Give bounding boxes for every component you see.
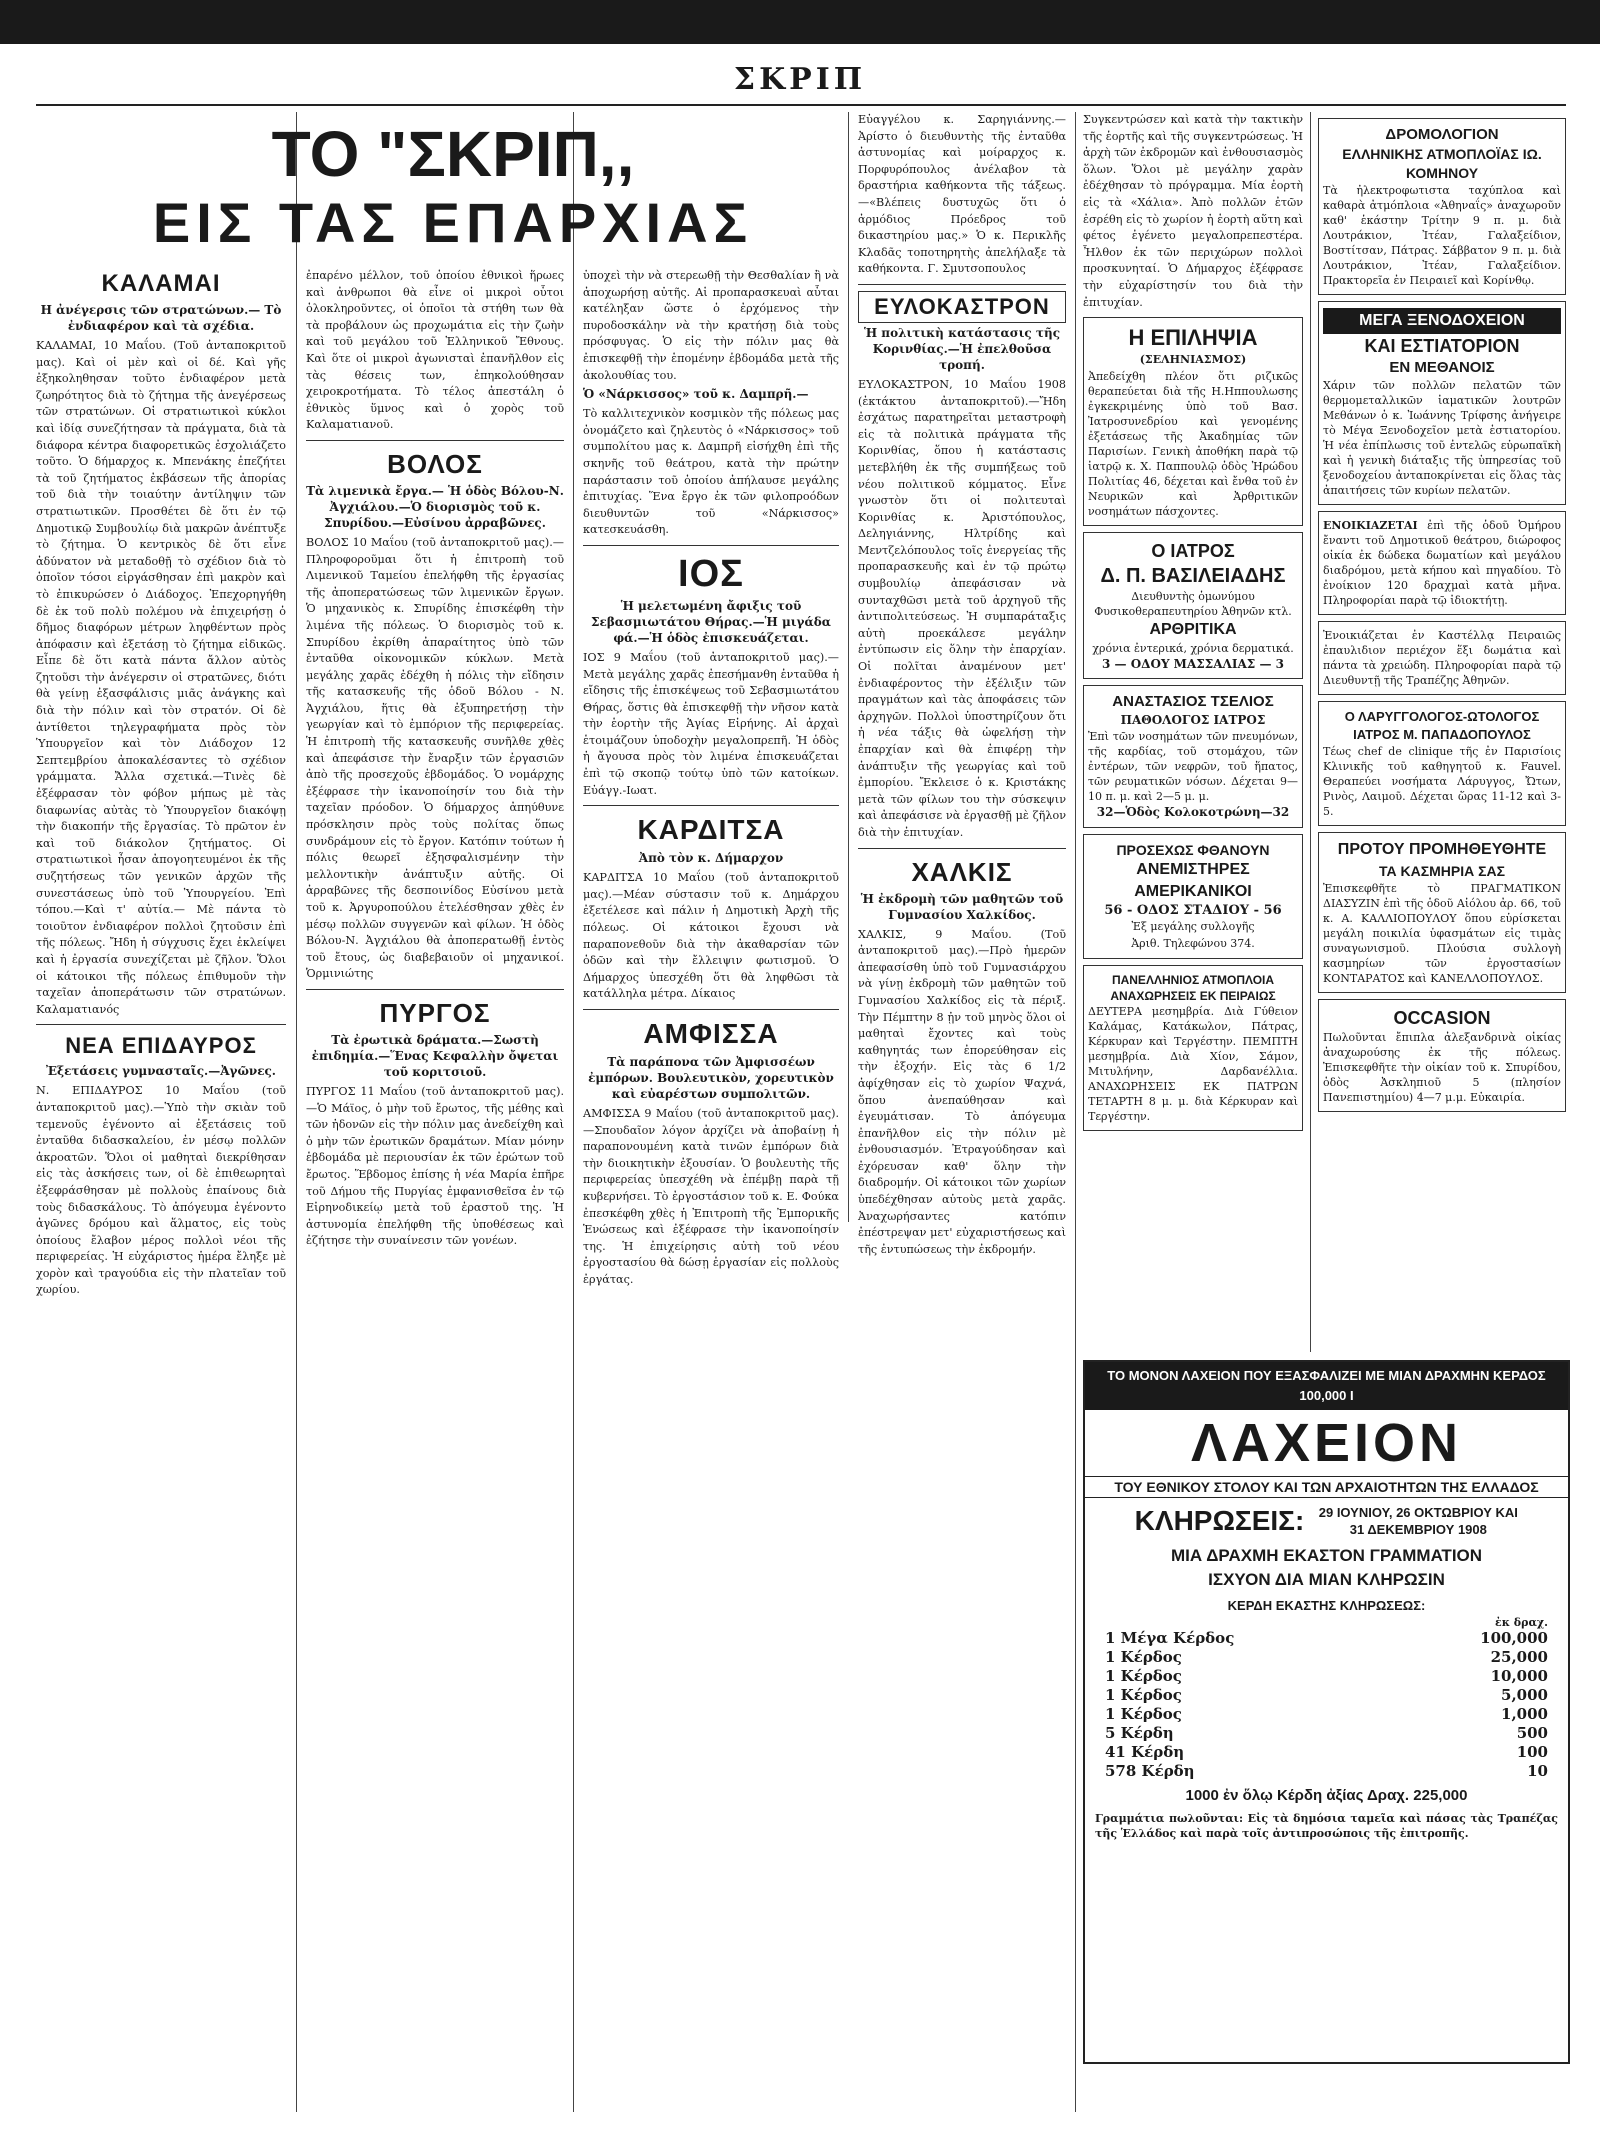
lottery-prize-row <box>1085 1762 1568 1781</box>
lottery-draws-dates: 29 ΙΟΥΝΙΟΥ, 26 ΟΚΤΩΒΡΙΟΥ ΚΑΙ 31 ΔΕΚΕΜΒΡΙΟΥ 1908 <box>1318 1505 1518 1537</box>
article-volos: ΒΟΛΟΣ 10 Μαΐου (τοῦ ἀνταποκριτοῦ μας).—Πληροφοροῦμαι ὅτι ἡ ἐπιτροπὴ τοῦ Λιμενικοῦ Ταμείου ἐπελήφθη τῆς ἐργασίας τῆς ἀποπερατώσεως τῶν λιμενικῶν ἔργων. Ὁ μηχανικὸς κ. Σπυρίδης ἐπισκέφθη τὴν λιμένα τῆς πόλεως. Ὁ διορισμὸς τοῦ κ. Σπυρίδου ἐκρίθη ἀπαραίτητος ὑπὸ τῶν ἐνταῦθα οἰκονομικῶν κύκλων. Μετὰ μεγάλης χαρᾶς ἐδέχθη ἡ πόλις τὴν εἴδησιν τῆς κατασκευῆς τῆς ὁδοῦ Βόλου - Ν. Ἀγχιάλου, ἥτις θὰ ἐξυπηρετήσῃ τὴν γεωργίαν καὶ τὸ ἐμπόριον τῆς περιφερείας. Ἡ ἐπιτροπὴ τῆς κατασκευῆς συνῆλθε χθὲς καὶ ἀπεφάσισε τὴν ἔναρξιν τῶν ἐργασιῶν ἀπὸ τῆς προσεχοῦς ἑβδομάδος. Ὁ νομάρχης ἐξέφρασε τὴν ἱκανοποίησίν του διὰ τὴν ταχεῖαν πρόοδον. Ὁ δήμαρχος ἀπηύθυνε πρόσκλησιν πρὸς τοὺς πολίτας ὅπως συνδράμουν εἰς τὸ ἔργον. Κατόπιν τούτων ἡ πόλις θεωρεῖ ἐξησφαλισμένην τὴν μελλοντικὴν ἀνάπτυξιν αὐτῆς. Οἱ ἀρραβῶνες τῆς δεσποινίδος Εὐσίνου μετὰ τοῦ κ. Ἀργυροπούλου ἐτελέσθησαν χθὲς ἐν μέσῳ πολλῶν συγγενῶν καὶ φίλων. Ἡ ὁδὸς Βόλου-Ν. Ἀγχιάλου θὰ ἀποπερατωθῇ ἐντὸς τοῦ ἔτους, ὡς διαβεβαιοῦν οἱ μηχανικοί. Ὁρμινιώτης <box>306 535 564 981</box>
section-subtitle-chalkis: Ἡ ἐκδρομὴ τῶν μαθητῶν τοῦ Γυμνασίου Χαλκίδος. <box>860 891 1064 922</box>
ad-xenodocheion <box>1318 301 1566 505</box>
article-eulokastron: ΕΥΛΟΚΑΣΤΡΟΝ, 10 Μαΐου 1908 (ἐκτάκτου ἀνταποκριτοῦ).—Ἤδη ἐσχάτως παρατηρεῖται μεταστροφὴ εἰς τὰ πολιτικὰ πράγματα τῆς Κορινθίας, ὅπου ἡ κατάστασις μετεβλήθη ἐκ τῆς συμπήξεως τοῦ νέου πολιτικοῦ κόμματος. Εἶνε γνωστὸν ὅτι οἱ πολιτευταὶ Κορινθίας κ. Ἀριστόπουλος, Δεληγιάννης, Ηλτρίδης καὶ Μεντζελόπουλος τοῖς ἐνεργείας τῆς προπαρασκευῆς καὶ ἐν τῷ πρώτῳ συμβουλίῳ ἀπεφάσισαν νὰ συνταχθῶσι μετὰ τοῦ ἀρχηγοῦ τῆς ἀντιπολιτεύσεως. Ἡ συμπαράταξις αὐτὴ προεκάλεσε μεγάλην ἐντύπωσιν εἰς ὅλην τὴν ἐπαρχίαν. Οἱ πολῖται ἀναμένουν μετ' ἐνδιαφέροντος τὴν ἐξέλιξιν τῶν πραγμάτων καὶ τὰς ἀποφάσεις τῶν ἀρχηγῶν. Πολλοὶ ὑποστηρίζουν ὅτι ἡ νέα τάξις θὰ ὠφελήσῃ τὴν ἐπαρχίαν καὶ θὰ ἐπιφέρῃ τὴν ἀνάπτυξιν τῆς γεωργίας καὶ τοῦ ἐμπορίου. Ἔκλεισε ὁ κ. Κριστάκης μετὰ τῶν φίλων του τὴν σύσκεψιν καὶ ἀπεφάσισε νὰ ἐργασθῇ μὲ ζῆλον διὰ τὴν ἐπιτυχίαν. <box>858 377 1066 839</box>
column-6 <box>1318 112 1566 1352</box>
ad-title: ΠΡΟΣΕΧΩΣ ΦΘΑΝΟΥΝ <box>1116 841 1270 858</box>
lottery-banner: ΤΟ ΜΟΝΟΝ ΛΑΧΕΙΟΝ ΠΟΥ ΕΞΑΣΦΑΛΙΖΕΙ ΜΕ ΜΙΑΝ ΔΡΑΧΜΗΝ ΚΕΡΔΟΣ 100,000 Ι <box>1085 1362 1568 1410</box>
ad-subtitle: ΚΑΙ ΕΣΤΙΑΤΟΡΙΟΝ <box>1364 336 1520 356</box>
section-title-amfissa: ΑΜΦΙΣΣΑ <box>643 1018 779 1049</box>
ad-phone: Ἀριθ. Τηλεφώνου 374. <box>1131 936 1255 950</box>
ad-specialty: ΑΡΘΡΙΤΙΚΑ <box>1149 620 1237 638</box>
section-subtitle-kalamai: Η ἀνέγερσις τῶν στρατώνων.— Τὸ ἐνδιαφέρον καὶ τὰ σχέδια. <box>40 303 282 333</box>
ad-subtitle: ΠΑΘΟΛΟΓΟΣ ΙΑΤΡΟΣ <box>1120 713 1266 728</box>
section-subtitle-pyrgos: Τὰ ἐρωτικὰ δράματα.—Σωστὴ ἐπιδημία.—Ἕνας Κεφαλλὴν ὄψεται τοῦ κοριτσιοῦ. <box>311 1032 559 1079</box>
ad-atmoploia <box>1083 965 1303 1131</box>
ad-text: ἐπὶ τῆς ὁδοῦ Ὀμήρου ἔναντι τοῦ Δημοτικοῦ θεάτρου, διώροφος οἰκία ἐκ δώδεκα δωματίων καὶ μεγάλου διαδρόμου, μετὰ κήπου καὶ πηγαδίου. Τὸ ἐνοίκιον 120 δραχμαὶ κατὰ μῆνα. Πληροφορίαι παρὰ τῷ ἰδιοκτήτῃ. <box>1323 519 1561 607</box>
ad-title: ΕΝΟΙΚΙΑΖΕΤΑΙ <box>1323 519 1418 532</box>
ad-title: OCCASION <box>1393 1008 1491 1028</box>
prize-label: 1 Κέρδος <box>1105 1667 1182 1685</box>
ad-title: ΠΑΝΕΛΛΗΝΙΟΣ ΑΤΜΟΠΛΟΙΑ <box>1111 973 1275 988</box>
column-2 <box>306 268 564 2138</box>
prize-label: 578 Κέρδη <box>1105 1762 1195 1780</box>
lottery-draws-label: ΚΛΗΡΩΣΕΙΣ: <box>1134 1505 1305 1536</box>
section-title-kalamai: ΚΑΛΑΜΑΙ <box>101 270 221 297</box>
lottery-total: 1000 ἐν ὅλῳ Κέρδη ἀξίας Δραχ. 225,000 <box>1185 1787 1468 1804</box>
lottery-prize-row <box>1085 1686 1568 1705</box>
ad-location: ΕΝ ΜΕΘΑΝΟΙΣ <box>1389 359 1495 376</box>
section-rule <box>583 1009 839 1010</box>
ad-dromologion <box>1318 118 1566 295</box>
prize-amount: 10 <box>1527 1762 1548 1780</box>
column-1 <box>36 268 286 2138</box>
ad-title: Ο ΙΑΤΡΟΣ <box>1151 540 1235 561</box>
ad-subtitle: ΤΑ ΚΑΣΜΗΡΙΑ ΣΑΣ <box>1378 863 1506 879</box>
section-subtitle-volos: Τὰ λιμενικὰ ἔργα.— Ἡ ὁδὸς Βόλου-Ν. Ἀγχιάλου.—Ὁ διορισμὸς τοῦ κ. Σπυρίδου.—Εὐσίνου ἀρραβῶνες. <box>306 483 564 530</box>
article-epidavros: Ν. ΕΠΙΔΑΥΡΟΣ 10 Μαΐου (τοῦ ἀνταποκριτοῦ μας).—Ὑπὸ τὴν σκιὰν τοῦ τεμενοῦς ἐγένοντο αἱ ἐξετάσεις τοῦ ἐνταῦθα διδασκαλείου, ἐν μέσῳ πολλῶν ἀκροατῶν. Ὅλοι οἱ μαθηταὶ διεκρίθησαν εἰς τὰς ἀσκήσεις των, οἱ δὲ ἐπιθεωρηταὶ ἐξεφράσθησαν μὲ πολλοὺς ἐπαίνους διὰ τοὺς διδασκάλους. Τὸ ἀπόγευμα ἐγένοντο ἀγῶνες δρόμου καὶ ἅλματος, εἰς τοὺς ὁποίους ἔλαβον μέρος πολλοὶ νέοι τῆς περιφερείας. Ἡ εὐχάριστος ἡμέρα ἔληξε μὲ χορὸν καὶ τραγούδια εἰς τὴν πλατεῖαν τοῦ χωρίου. <box>36 1084 286 1297</box>
article-kalamai: ΚΑΛΑΜΑΙ, 10 Μαΐου. (Τοῦ ἀνταποκριτοῦ μας). Καὶ οἱ μὲν καὶ οἱ δέ. Καὶ γῆς ἐξηκοληθησαν τοῦτο ἐνδιαφέρον μετὰ ζωηρότητος διὰ τὸ ζήτημα τῆς ἀνεγέρσεως τῶν στρατώνων. Οἱ στρατιωτικοὶ κύκλοι καὶ ἰδίᾳ συνεζήτησαν τὰ πράγματα, διὰ τὰ διάφορα κέντρα διαφορετικῶς ἐσχολιάζετο τοῦτο. Ὁ δήμαρχος κ. Μπενάκης ἐπεζήτει τὰ τοῦ ζητήματος ἐκβάσεων τῆς ἀπορίας τοῦ διὰ τὴν τοιαύτην ἀντίληψιν τῶν στρατιωτικῶν. Προσθέτει δὲ ὅτι ἐν τῷ Δημοτικῷ Συμβουλίῳ διὰ μακρῶν ἀνέπτυξε τὸ ζήτημα. Ὁ κεντρικὸς δὲ ὅτι εἶνε ἀδύνατον νὰ μεταδοθῇ τὸ σχέδιον διὰ τὸ ὁποῖον τόσοι εἰργάσθησαν ἐπὶ μακρὸν καὶ τὸ ἐπικυρώσεν ὁ Διάδοχος. Ἐπεχορηγήθη δὲ ἐκ τοῦ πολὺ πολέμου νὰ ἐπιχειρήσῃ ὁ δῆμος διαφόρων μέτρων ληφθέντων πρὸς ἀπόφασιν καὶ ἐξετάσῃ τὸ ζήτημα εἰδικῶς. Εἶπε δὲ ὅτι κατὰ πάντα ἄλλον αὐτὸς ζητοῦσι τὴν ἀνέγερσιν οἱ στρατῶνες, διότι θὰ γείνῃ ἐξασφάλισις μιᾶς ἀνάγκης καὶ διὰ τὴν πόλιν καὶ τὸν στρατόν. Οἱ δὲ ἀντίθετοι τηλεγραφήματα πρὸς τὸν Ὑπουργεῖον καὶ τὸν Διάδοχον 12 Σεπτεμβρίου ἀποκαλέσαντες τὸ σχέδιον γράμματα. Ἄλλα σχετικά.—Τινὲς δὲ ἐξέφρασαν τὸν φόβον μήπως μὲ τὰς διαφωνίας αὐτὰς τὸ Ὑπουργεῖον διακόψῃ τὴν διακοπήν τῆς ἔργασίας. Τὸ πρῶτον ἐν καὶ τοῦ διάκολον ζητήματος. Οἱ στρατιωτικοὶ ἦσαν ἀπογοητευμένοι ἐκ τῆς συζητήσεως τῶν γενικῶν ἀρχῶν τῆς συνεστάσεως ὑπὸ τοῦ Ὑπουργείου. Ἐπὶ τόπου.—Καὶ τ' αὐτία.— Μὲ πάντα τὸ τοιοῦτον ἐνδιαφέρον πολλοὶ ζητοῦσιν ἐπὶ τῆς πόλεως. Ἤδη ἡ σύγχυσις ἔχει ἐκλείψει καὶ ἡ ἐργασία συνεχίζεται μὲ ζῆλον. Ὅλοι οἱ κάτοικοι τῆς πόλεως ἐπιθυμοῦν τὴν ταχεῖαν ἀποπεράτωσιν τῶν στρατώνων. Καλαματιανός <box>36 339 286 1016</box>
article-top: Εὐαγγέλου κ. Σαρηγιάννης.—Ἀρίστο ὁ διευθυντὴς τῆς ἐνταῦθα ἀστυνομίας καὶ μοίραρχος κ. Πορφυρόπουλος ἀνέλαβον τὰ δραστήρια καθήκοντα τῆς τάξεως. —«Βλέπεις δυστυχῶς ὅτι ὁ ἀρμόδιος Πρόεδρος τοῦ δικαστηρίου μας.» Ὁ κ. Περικλῆς Κλαδᾶς τοποτηρητὴς ἀπελήλαξε τὰ καθήκοντα. Γ. Σμυτσοπουλος <box>858 113 1066 276</box>
ad-kastella <box>1318 621 1566 695</box>
ad-body: Ἐπισκεφθῆτε τὸ ΠΡΑΓΜΑΤΙΚΟΝ ΔΙΑΣΥΖΙΝ ἐπὶ τῆς ὁδοῦ Αἰόλου ἀρ. 66, τοῦ κ. Α. ΚΑΛΛΙΟΠΟΥΛΟΥ ὅπου εὑρίσκεται μεγάλη ποικιλία ὑφασμάτων εἰς τιμὰς συναγωνισμοῦ. Πλούσια συλλογὴ κασμηρίων τῶν ἐργοστασίων ΚΟΝΤΑΡΑΤΟΣ καὶ ΚΑΝΕΛΛΟΠΟΥΛΟΣ. <box>1323 882 1561 985</box>
ad-body: Ἐνοικιάζεται ἐν Καστέλλᾳ Πειραιῶς ἐπαυλιδιον περιέχον ἕξι δωμάτια καὶ πάντα τὰ χρειώδη. Πληροφορίαι παρὰ τῷ Διευθυντῇ τῆς Τραπέζης Ἀθηνῶν. <box>1323 629 1561 687</box>
article-top: ὑποχεὶ τὴν νὰ στερεωθῇ τὴν Θεσθαλίαν ἢ νὰ ἀποχωρήσῃ αὐτῆς. Αἱ προπαρασκευαὶ αὗται κατέληξαν ὥστε ὁ ἐρχόμενος τὴν πυροδοσκάλην νὰ τὴν κρατήσῃ διὰ τοὺς πρόσφυγας. Ὁ εἰς τὴν πόλιν μας θὰ ἐπισκεφθῇ τὴν ἑπομένην ἑβδομάδα μετὰ τῆς ἀκολουθίας του. <box>583 269 839 382</box>
section-title-ios: ΙΟΣ <box>678 552 744 595</box>
ad-fans <box>1083 834 1303 960</box>
section-rule <box>858 848 1066 849</box>
ad-title: ΠΡΟΤΟΥ ΠΡΟΜΗΘΕΥΘΗΤΕ <box>1337 841 1547 858</box>
lottery-title: ΛΑΧΕΙΟΝ <box>1190 1413 1463 1473</box>
section-title-epidavros: ΝΕΑ ΕΠΙΔΑΥΡΟΣ <box>65 1033 257 1059</box>
ad-address: 32—Ὁδὸς Κολοκοτρώνη—32 <box>1096 804 1290 819</box>
section-rule <box>306 440 564 441</box>
ad-product: ΑΝΕΜΙΣΤΗΡΕΣ ΑΜΕΡΙΚΑΝΙΚΟΙ <box>1134 860 1252 900</box>
lottery-prize-row <box>1085 1743 1568 1762</box>
ad-address: 3 — ΟΔΟΥ ΜΑΣΣΑΛΙΑΣ — 3 <box>1102 656 1284 671</box>
ad-body: Ἀπεδείχθη πλέον ὅτι ριζικῶς θεραπεύεται διὰ τῆς Η.Ηππουλωσης ἐγκεκριμένης ὑπὸ τοῦ Βασ. Ἰατροσυνεδρίου καὶ γενομένης ἐξετάσεως τῆς Ἀκαδημίας τῶν Παρισίων. Γενικὴ ἀποθήκη παρὰ τῷ ἰατρῷ κ. Χ. Παππουλῷ ὁδὸς Ἡρώδου Πολιτίας 46, δέχεται καὶ ἔνθα τοῦ ἐν Νευρικῶν καὶ Ἀρθριτικῶν νοσημάτων πάσχοντες. <box>1088 369 1298 518</box>
ad-body <box>1323 518 1561 608</box>
lottery-price: ΜΙΑ ΔΡΑΧΜΗ ΕΚΑΣΤΟΝ ΓΡΑΜΜΑΤΙΟΝ <box>1170 1546 1483 1565</box>
ad-title: Η ΕΠΙΛΗΨΙΑ <box>1128 325 1258 351</box>
section-rule <box>306 989 564 990</box>
column-divider <box>848 112 849 1222</box>
masthead-rule <box>36 104 1566 106</box>
front-headline <box>36 118 870 256</box>
ad-doctor-name: Δ. Π. ΒΑΣΙΛΕΙΑΔΗΣ <box>1100 564 1286 587</box>
section-subtitle-karditsa: Ἀπὸ τὸν κ. Δήμαρχον <box>638 851 784 866</box>
headline-line1: ΤΟ "ΣΚΡΙΠ,, <box>271 118 635 190</box>
top-black-band <box>0 0 1600 44</box>
article-chalkis: ΧΑΛΚΙΣ, 9 Μαΐου. (Τοῦ ἀνταποκριτοῦ μας).—Πρὸ ἡμερῶν ἀπεφασίσθη ὑπὸ τοῦ Γυμνασιάρχου νὰ γίνῃ ἐκδρομὴ τῶν μαθητῶν τοῦ Γυμνασίου Χαλκίδος εἰς τὰ πέριξ. Τὴν Πέμπτην 8 ᾐν τοῦ μηνὸς ὅλοι οἱ μαθηταὶ ἔχοντες καὶ τοὺς καθηγητάς των ἐπορεύθησαν εἰς τὴν ἐξοχήν. Εἰς τὰς 6 1/2 ἀφίχθησαν εἰς τὸ χωρίον Ψαχνά, ὅπου ἀνεπαύθησαν καὶ ἐγευμάτισαν. Τὸ ἀπόγευμα ἐπανῆλθον εἰς τὴν πόλιν μὲ ἐνθουσιασμόν. Ἐτραγούδησαν καὶ ἐχόρευσαν καθ' ὅλην τὴν διαδρομήν. Οἱ κάτοικοι τῶν χωρίων ὑπεδέχθησαν αὐτοὺς μετὰ χαρᾶς. Ἀναχωρήσαντες κατόπιν ἐπέστρεψαν μετ' εὐχαριστήσεως καὶ τῆς ἐντυπώσεως τὴν ἐκδρομήν. <box>858 927 1066 1256</box>
prize-amount: 5,000 <box>1501 1686 1548 1704</box>
column-3 <box>583 268 839 2138</box>
section-title-eulokastron: ΕΥΛΟΚΑΣΤΡΟΝ <box>858 291 1066 323</box>
ad-subtitle: ΕΛΛΗΝΙΚΗΣ ΑΤΜΟΠΛΟΪΑΣ ΙΩ. ΚΟΜΗΝΟΥ <box>1342 146 1542 181</box>
lottery-prize-row <box>1085 1667 1568 1686</box>
lottery-footer: Γραμμάτια πωλοῦνται: Εἰς τὰ δημόσια ταμεῖα καὶ πάσας τὰς Τραπέζας τῆς Ἑλλάδος καὶ παρὰ τοῖς ἀντιπροσώποις τῆς ἐπιτροπῆς. <box>1095 1812 1558 1840</box>
ad-subtitle: (ΣΕΛΗΝΙΑΣΜΟΣ) <box>1139 353 1247 367</box>
ad-iatros-vasileiadis <box>1083 532 1303 680</box>
column-divider <box>296 112 297 2112</box>
ad-laryngologos <box>1318 701 1566 826</box>
ad-body: Τὰ ἠλεκτροφωτιστα ταχύπλοα καὶ καθαρὰ ἀτμόπλοια «Ἀθηναΐς» ἀναχωροῦν καθ' ἑκάστην Τρίτην 9 π. μ. διὰ Λουτράκιον, Ἰτέαν, Γαλαξείδιον, Βοστίτσαν, Πάτρας. Σάββατον 9 π. μ. διὰ Λουτράκιον, Ἰτέαν, Γαλαξείδιον. Πρακτορεῖα ἐν Πειραιεῖ καὶ Κορίνθῳ. <box>1323 184 1561 287</box>
prize-label: 1 Κέρδος <box>1105 1648 1182 1666</box>
lottery-prizes-unit: ἐκ δραχ. <box>1495 1616 1548 1629</box>
section-rule <box>583 805 839 806</box>
column-5 <box>1083 112 1303 1222</box>
ad-kasmiria <box>1318 832 1566 993</box>
prize-label: 1 Κέρδος <box>1105 1686 1182 1704</box>
prize-amount: 500 <box>1516 1724 1548 1742</box>
article-top: Συγκεντρώσεν καὶ κατὰ τὴν τακτικὴν τῆς ἑορτῆς καὶ τῆς συγκεντρώσεως. Ἡ ἀρχὴ τῶν ἐκδρομῶν καὶ ἐνθουσιασμὸς ὅλων. Ὅλοι μὲ μεγάλην χαρὰν ἐδέχθησαν τὸ πρόγραμμα. Μία ἐορτὴ εἰς τὰ «Χάλια». Ἀπὸ πολλῶν ἐτῶν ἐσρέθη εἰς τὸ χωρίον ἡ ἑορτὴ αὕτη καὶ φέτος ἐγένετο μεγαλοπρεπεστέρα. Ἦλθον ἐκ τῶν περιχώρων πολλοὶ προσκυνηταί. Ὁ Δήμαρχος ἐξέφρασε τὴν εὐχαρίστησίν του διὰ τὴν ἐπιτυχίαν. <box>1083 113 1303 309</box>
ad-body: Τέως chef de clinique τῆς ἐν Παρισίοις Κλινικῆς τοῦ καθηγητοῦ κ. Fauvel. Θεραπεύει νοσήματα Λάρυγγος, Ὤτων, Ρινὸς, Λαιμοῦ. Δέχεται ὥρας 11-12 καὶ 3-5. <box>1323 745 1561 818</box>
ad-subtitle: ΑΝΑΧΩΡΗΣΕΙΣ ΕΚ ΠΕΙΡΑΙΩΣ <box>1110 989 1276 1004</box>
prize-amount: 10,000 <box>1490 1667 1548 1685</box>
ad-epilipsia <box>1083 317 1303 526</box>
ad-enoikiazetai <box>1318 511 1566 615</box>
ad-title: Ο ΛΑΡΥΓΓΟΛΟΓΟΣ-ΩΤΟΛΟΓΟΣ <box>1344 709 1540 724</box>
ad-body: Ἐπὶ τῶν νοσημάτων τῶν πνευμόνων, τῆς καρδίας, τοῦ στομάχου, τῶν ἐντέρων, τῶν νεφρῶν, τοῦ ἥπατος, τῶν ρευματικῶν νόσων. Δέχεται 9—10 π. μ. καὶ 2—5 μ. μ. <box>1088 729 1298 803</box>
prize-label: 41 Κέρδη <box>1105 1743 1185 1761</box>
lottery-draws <box>1085 1498 1568 1544</box>
article-ios: ΙΟΣ 9 Μαΐου (τοῦ ἀνταποκριτοῦ μας).—Μετὰ μεγάλης χαρᾶς ἐπεσήμανθη ἐνταῦθα ἡ εἴδησις τῆς ἐπισκέψεως τοῦ Σεβασμιωτάτου Θήρας, ὅστις θὰ ἐπισκεφθῇ τὴν νῆσον κατὰ τὴν ἑορτὴν τῆς Ἁγίας Εἰρήνης. Αἱ ἀρχαὶ ἑτοιμάζουν ὑποδοχὴν μεγαλοπρεπῆ. Ἡ ὁδὸς ἡ ἄγουσα πρὸς τὸν λιμένα ἐπισκευάζεται ἐπὶ τῷ σκοπῷ τούτῳ ὑπὸ τῶν κατοίκων. Εὐάγγ.-Ιωατ. <box>583 650 839 797</box>
newspaper-masthead: ΣΚΡΙΠ <box>733 62 867 97</box>
ad-body: Διευθυντὴς ὁμωνύμου Φυσικοθεραπευτηρίου Ἀθηνῶν κτλ. <box>1094 589 1292 618</box>
section-title-chalkis: ΧΑΛΚΙΣ <box>911 856 1013 887</box>
section-rule <box>583 545 839 546</box>
lottery-prizes-heading: ΚΕΡΔΗ ΕΚΑΣΤΗΣ ΚΛΗΡΩΣΕΩΣ: <box>1227 1598 1426 1613</box>
ad-lottery <box>1083 1360 1570 2064</box>
ad-body: ΔΕΥΤΕΡΑ μεσημβρία. Διὰ Γύθειον Καλάμας, Κατάκωλον, Πάτρας, Κέρκυραν καὶ Τεργέστην. ΠΕΜΠΤΗ μεσημβρία. Διὰ Χίον, Σάμον, Μιτυλήνην, Δαρδανέλλια. ΑΝΑΧΩΡΗΣΕΙΣ ΕΚ ΠΑΤΡΩΝ ΤΕΤΑΡΤΗ 8 μ. μ. διὰ Κέρκυραν καὶ Τεργέστην. <box>1088 1005 1298 1124</box>
column-divider <box>1310 112 1311 1352</box>
section-subtitle-ios: Ἡ μελετωμένη ἄφιξις τοῦ Σεβασμιωτάτου Θήρας.—Ἡ μιγάδα φά.—Ἡ ὁδὸς ἐπισκευάζεται. <box>591 598 831 645</box>
lottery-prize-row <box>1085 1629 1568 1648</box>
article-amfissa: ΑΜΦΙΣΣΑ 9 Μαΐου (τοῦ ἀνταποκριτοῦ μας).—Σπουδαῖον λόγον ἀρχίζει νὰ ἀποβαίνῃ ἡ παραπονουμένη κατὰ τινῶν ἐμπόρων διὰ τὴν διοικητικὴν ἐξουσίαν. Ὁ βουλευτὴς τῆς περιφερείας ὑπεσχέθη νὰ ἐπέμβῃ παρὰ τῇ κυβερνήσει. Τὸ ἐργοστάσιον τοῦ κ. Ε. Φούκα ἐπεσκέφθη χθὲς ἡ Ἐπιτροπὴ τῆς Ἐμπορικῆς Ἑνώσεως καὶ ἐξέφρασε τὴν ἱκανοποίησίν της. Ἡ ἐπιχείρησις αὐτὴ τοῦ νέου ἐργοστασίου θὰ δώσῃ ἐργασίαν εἰς πολλοὺς ἐργάτας. <box>583 1107 839 1286</box>
lottery-prize-row <box>1085 1724 1568 1743</box>
column-divider <box>1075 112 1076 1352</box>
lottery-prize-row <box>1085 1648 1568 1667</box>
article-pyrgos: ΠΥΡΓΟΣ 11 Μαΐου (τοῦ ἀνταποκριτοῦ μας).—Ὁ Μάϊος, ὁ μὴν τοῦ ἔρωτος, τῆς μέθης καὶ τῶν ἡδονῶν εἰς τὴν πόλιν μας ἀνεδείχθη καὶ ὁ μὴν τῶν ἐρωτικῶν δραμάτων. Μίαν μόνην ἑβδομάδα μὲ περιουσίαν ἐκ τῶν ἐρώτων τοῦ ἔρωτος. Ἕβδομος ἐπίσης ἡ νέα Μαρία ἐπῆρε τοῦ Δήμου τῆς Πυργίας ἐμφανισθεῖσα ἐν τῷ Εἰρηνοδικείῳ μετὰ τοῦ ἐραστοῦ της. Ἡ ἀστυνομία ἐπελήφθη τῆς ὑποθέσεως καὶ ἐζήτησε τὴν συναίνεσιν τῶν γονέων. <box>306 1084 564 1248</box>
lottery-subtitle: ΤΟΥ ΕΘΝΙΚΟΥ ΣΤΟΛΟΥ ΚΑΙ ΤΩΝ ΑΡΧΑΙΟΤΗΤΩΝ ΤΗΣ ΕΛΛΑΔΟΣ <box>1085 1476 1568 1498</box>
headline-line2: ΕΙΣ ΤΑΣ ΕΠΑΡΧΙΑΣ <box>152 191 754 254</box>
ad-extra: χρόνια ἐντερικά, χρόνια δερματικά. <box>1092 641 1294 655</box>
section-rule <box>858 284 1066 285</box>
section-subtitle-amfissa: Τὰ παράπονα τῶν Ἀμφισσέων ἐμπόρων. Βουλευτικὸν, χορευτικὸν καὶ εὐαρέστων συμπολιτῶν. <box>588 1055 834 1101</box>
section-subtitle-epidavros: Ἐξετάσεις γυμνασταῖς.—Ἀγῶνες. <box>46 1064 276 1079</box>
ad-address: 56 - ΟΔΟΣ ΣΤΑΔΙΟΥ - 56 <box>1104 902 1282 918</box>
prize-amount: 1,000 <box>1501 1705 1548 1723</box>
lottery-prize-row <box>1085 1705 1568 1724</box>
section-rule <box>36 1024 286 1025</box>
ad-tselios <box>1083 685 1303 827</box>
section-subtitle-eulokastron: Ἡ πολιτικὴ κατάστασις τῆς Κορινθίας.—Ἡ ἐπελθοῦσα τροπή. <box>863 325 1061 372</box>
article-karditsa: ΚΑΡΔΙΤΣΑ 10 Μαΐου (τοῦ ἀνταποκριτοῦ μας).—Μέαν σύστασιν τοῦ κ. Δημάρχου ἐξετέλεσε καὶ πάλιν ἡ Δημοτικὴ Ἀρχὴ τῆς πόλεως. Οἱ κάτοικοι ἔχουσι νὰ παραπονεθοῦν διὰ τὴν ἀκαθαρσίαν τῶν ὁδῶν καὶ τὴν ἔλλειψιν φωτισμοῦ. Ὁ Δήμαρχος ὑπεσχέθη ὅτι θὰ ληφθῶσι τὰ κατάλληλα μέτρα. Δίκαιος <box>583 871 839 1001</box>
ad-body: Χάριν τῶν πολλῶν πελατῶν τῶν θερμομεταλλικῶν ἰαματικῶν λουτρῶν Μεθάνων ὁ κ. Ἰωάννης Τρίφσης ἀνήγειρε τὸ Μέγα Ξενοδοχεῖον μετὰ ἑστιατορίου. Ἡ νέα ἐπίπλωσις τοῦ ἐντελῶς εὐρωπαϊκὴ καὶ ἡ γενικὴ διάταξις τῆς ὑπηρεσίας τοῦ ξενοδοχείου ἀνταποκρίνεται εἰς ὅλας τὰς ἀπαιτήσεις τῶν κυρίων πελατῶν. <box>1323 379 1561 497</box>
ad-title: ΜΕΓΑ ΞΕΝΟΔΟΧΕΙΟΝ <box>1323 308 1561 334</box>
lottery-validity: ΙΣΧΥΟΝ ΔΙΑ ΜΙΑΝ ΚΛΗΡΩΣΙΝ <box>1208 1570 1445 1589</box>
prize-amount: 100,000 <box>1480 1629 1548 1647</box>
prize-label: 1 Κέρδος <box>1105 1705 1182 1723</box>
prize-amount: 100 <box>1516 1743 1548 1761</box>
ad-title: ΑΝΑΣΤΑΣΙΟΣ ΤΣΕΛΙΟΣ <box>1112 693 1274 711</box>
ad-body: Πωλοῦνται ἔπιπλα ἀλεξανδρινὰ οἰκίας ἀναχωρούσης ἐκ τῆς πόλεως. Ἐπισκεφθῆτε τὴν οἰκίαν τοῦ κ. Σπυρίδου, ὁδὸς Ἀσκληπιοῦ 5 (πλησίον Πανεπιστημίου) 4—7 μ.μ. Εὐκαιρία. <box>1323 1031 1561 1104</box>
section-title-volos: ΒΟΛΟΣ <box>387 448 483 479</box>
lottery-prize-list <box>1085 1629 1568 1781</box>
section-title-pyrgos: ΠΥΡΓΟΣ <box>379 997 491 1028</box>
ad-occasion <box>1318 999 1566 1112</box>
column-divider <box>573 112 574 2112</box>
article-narkissos: Τὸ καλλιτεχνικὸν κοσμικὸν τῆς πόλεως μας ὀνομάζετο καὶ ζηλευτὸς ὁ «Νάρκισσος» τοῦ συμπολίτου μας κ. Δαμπρῆ εἰσήχθη ἐπὶ τῆς σκηνῆς τοῦ θεάτρου, κατὰ τὴν πρώτην παράστασιν τοῦ ὁποίου ἀπήλαυσε μεγάλης ἐπιτυχίας. Ἕνα ἔργο ἐκ τῶν φιλοπροόδων διευθυντῶν τοῦ «Νάρκισσος» κατεσκευάσθη. <box>583 407 839 537</box>
ad-title: ΔΡΟΜΟΛΟΓΙΟΝ <box>1385 126 1499 143</box>
column-4 <box>858 112 1066 1256</box>
ad-subtitle: ΙΑΤΡΟΣ Μ. ΠΑΠΑΔΟΠΟΥΛΟΣ <box>1353 727 1531 742</box>
prize-label: 5 Κέρδη <box>1105 1724 1174 1742</box>
section-subtitle-narkissos: Ὁ «Νάρκισσος» τοῦ κ. Δαμπρῆ.— <box>583 387 809 402</box>
prize-label: 1 Μέγα Κέρδος <box>1105 1629 1235 1647</box>
article-intro: ἐπαρένο μέλλον, τοῦ ὁποίου ἐθνικοὶ ἥρωες καὶ ἀνθρωποι θὰ εἶνε οἱ μικροὶ οὗτοι ὁλοκληροῦντες, οἱ ὁποῖοι τὰ στήθη των θὰ τὰ προβάλουν ὡς προχωμάτια εἰς τὴν ζωὴν καὶ τοῦ μεγάλου τοῦ Ἑλληνικοῦ Ἔθνους. Καὶ ὅτε οἱ μικροὶ ἀγωνισταὶ ἐπανῆλθον εἰς τὰς θέσεις των, ἐπηκολούθησαν χειροκροτήματα. Τὸ τέλος ἀπεστάλη ὁ ἐθνικὸς ὕμνος καὶ ὁ χορὸς τοῦ Καλαματιανοῦ. <box>306 269 564 432</box>
prize-amount: 25,000 <box>1490 1648 1548 1666</box>
section-title-karditsa: ΚΑΡΔΙΤΣΑ <box>637 814 785 846</box>
ad-note: Ἐξ μεγάλης συλλογῆς <box>1131 920 1255 934</box>
